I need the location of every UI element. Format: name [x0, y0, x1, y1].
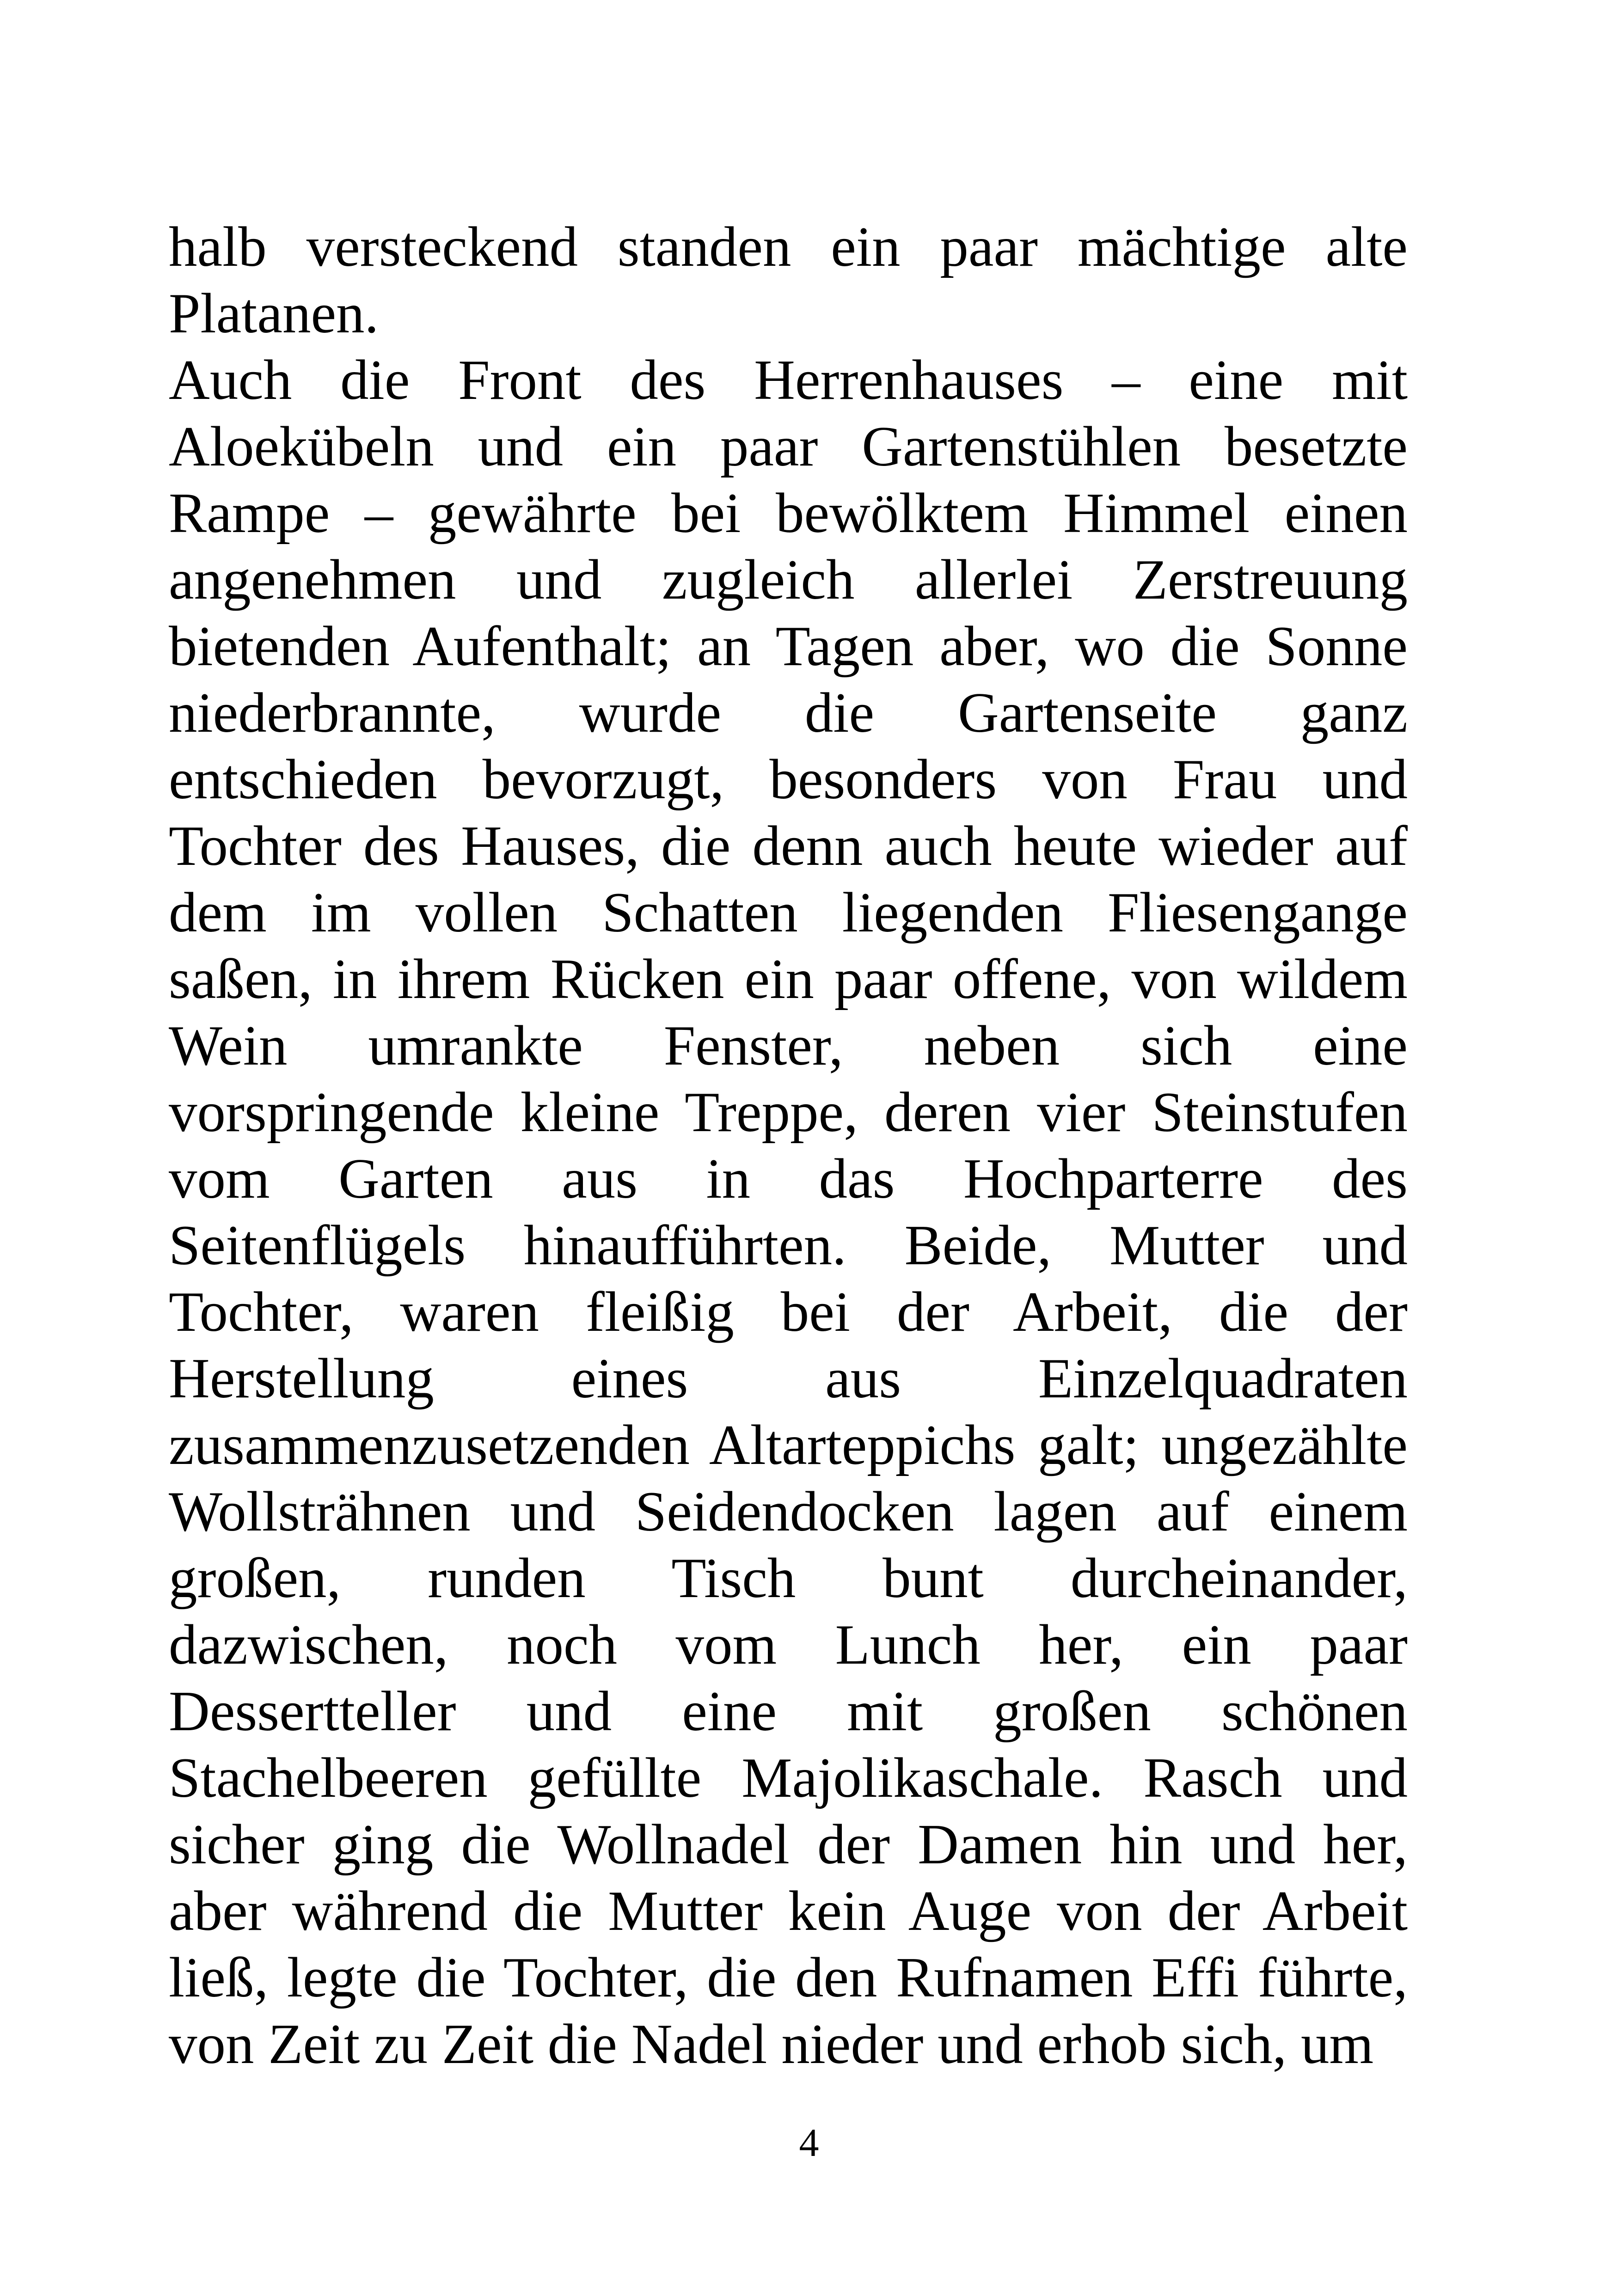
body-text — [169, 214, 1408, 2077]
text-line: Tochter, waren fleißig bei der Arbeit, die der — [169, 1280, 1408, 1343]
text-line: dazwischen, noch vom Lunch her, ein paar — [169, 1613, 1408, 1676]
text-line: vorspringende kleine Treppe, deren vier Steinstufen — [169, 1080, 1408, 1144]
text-line: Platanen. — [169, 282, 379, 345]
text-line: dem im vollen Schatten liegenden Fliesengange — [169, 881, 1408, 944]
text-line: Herstellung eines aus Einzelquadraten — [169, 1347, 1408, 1410]
text-line: saßen, in ihrem Rücken ein paar offene, von wildem — [169, 947, 1408, 1010]
text-line: entschieden bevorzugt, besonders von Frau und — [169, 747, 1408, 811]
text-line: Auch die Front des Herrenhauses – eine mit — [169, 348, 1408, 411]
text-line: bietenden Aufenthalt; an Tagen aber, wo die Sonne — [169, 614, 1408, 678]
text-line: Dessertteller und eine mit großen schönen — [169, 1679, 1408, 1743]
text-line: Seitenflügels hinaufführten. Beide, Mutter und — [169, 1213, 1408, 1277]
text-line: vom Garten aus in das Hochparterre des — [169, 1147, 1408, 1210]
text-line: halb versteckend standen ein paar mächtige alte — [169, 215, 1408, 278]
text-line: Wollsträhnen und Seidendocken lagen auf einem — [169, 1480, 1408, 1543]
text-line: sicher ging die Wollnadel der Damen hin und her, — [169, 1812, 1408, 1876]
text-line: aber während die Mutter kein Auge von der Arbeit — [169, 1879, 1408, 1942]
text-line: großen, runden Tisch bunt durcheinander, — [169, 1546, 1408, 1610]
text-line: von Zeit zu Zeit die Nadel nieder und erhob sich, um — [169, 2012, 1374, 2076]
text-line: angenehmen und zugleich allerlei Zerstreuung — [169, 548, 1408, 611]
text-line: Aloekübeln und ein paar Gartenstühlen besetzte — [169, 415, 1408, 478]
text-line: niederbrannte, wurde die Gartenseite ganz — [169, 681, 1408, 744]
text-line: ließ, legte die Tochter, die den Rufnamen Effi führte, — [169, 1946, 1408, 2009]
text-line: Wein umrankte Fenster, neben sich eine — [169, 1014, 1408, 1077]
text-line: zusammenzusetzenden Altarteppichs galt; ungezählte — [169, 1413, 1408, 1476]
text-line: Tochter des Hauses, die denn auch heute wieder auf — [169, 814, 1408, 877]
text-line: Stachelbeeren gefüllte Majolikaschale. Rasch und — [169, 1746, 1408, 1809]
text-line: Rampe – gewährte bei bewölktem Himmel einen — [169, 481, 1408, 545]
page-number: 4 — [799, 2120, 819, 2165]
